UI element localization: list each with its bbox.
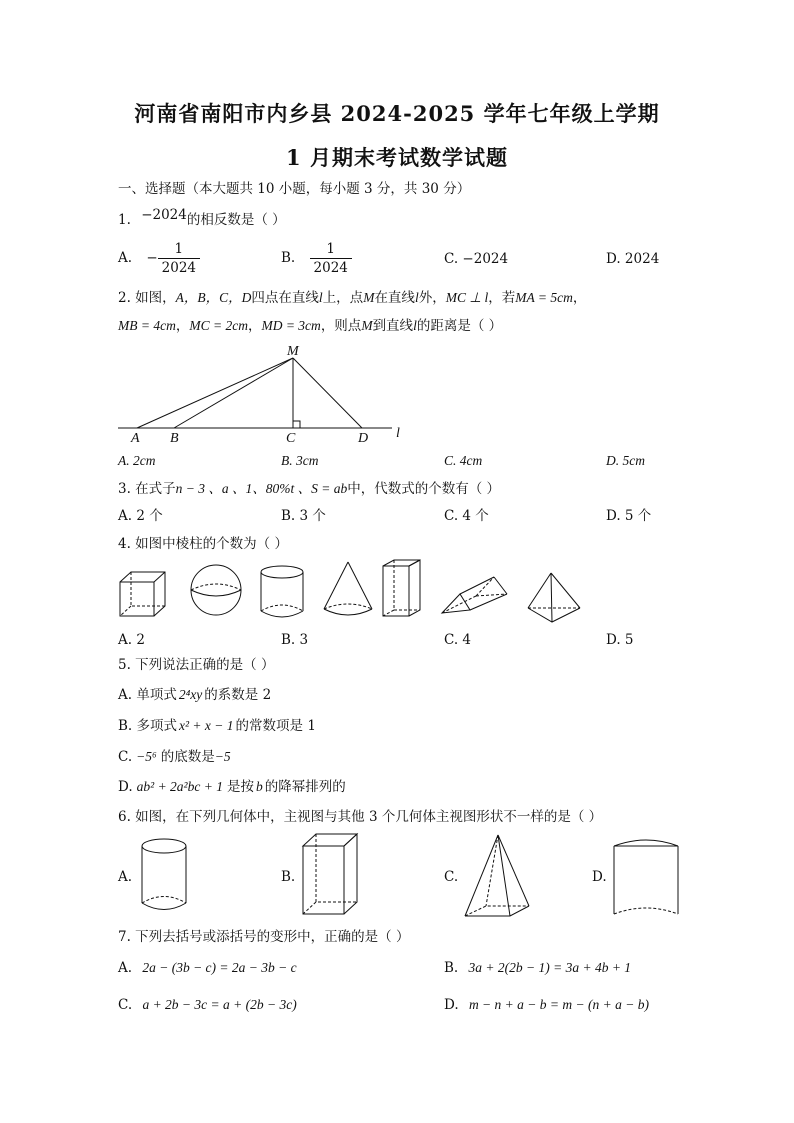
q6-option-c-pyramid bbox=[465, 835, 529, 916]
q5-c-val: −5 bbox=[214, 749, 231, 764]
q5-d-post: 是按 bbox=[226, 779, 254, 795]
q5-c-post: 的底数是 bbox=[160, 749, 215, 765]
q2-text-b: 四点在直线 bbox=[251, 290, 319, 306]
q2-point-m: M bbox=[363, 290, 375, 305]
q7-d-label: D. bbox=[444, 997, 459, 1013]
q2-label-b: B bbox=[170, 431, 179, 446]
q7-b-expr: 3a + 2(2b − 1) = 3a + 4b + 1 bbox=[468, 960, 632, 975]
q3-expressions: n − 3 、a 、1、80%t 、S = ab bbox=[175, 481, 348, 496]
q2-text-f: ，若 bbox=[488, 290, 516, 306]
q6-option-b-prism bbox=[303, 834, 357, 914]
question-5: 5. 下列说法正确的是（ ） bbox=[118, 657, 275, 673]
q2-line-l-2: l bbox=[414, 290, 419, 305]
question-4: 4. 如图中棱柱的个数为（ ） bbox=[118, 536, 288, 552]
q4-option-c: C. 4 bbox=[444, 632, 472, 648]
q7-b-label: B. bbox=[444, 960, 459, 976]
q5-d-pre: D. bbox=[118, 779, 133, 795]
q2-option-d: D. 5cm bbox=[606, 453, 645, 468]
q2-option-c: C. 4cm bbox=[444, 453, 483, 468]
q1-option-d: D. 2024 bbox=[606, 251, 660, 267]
q6-option-a-label: A. bbox=[118, 869, 133, 885]
exam-title-line-1: 河南省南阳市内乡县 2024-2025 学年七年级上学期 bbox=[134, 101, 660, 126]
q6-option-d-label: D. bbox=[592, 869, 607, 885]
q4-option-b: B. 3 bbox=[281, 632, 309, 648]
q1-option-a-numerator: 1 bbox=[174, 241, 184, 257]
q2-option-b: B. 3cm bbox=[281, 453, 319, 468]
q3-text-a: 3. 在式子 bbox=[118, 481, 176, 497]
q3-option-d: D. 5 个 bbox=[606, 508, 652, 524]
q1-option-b-denominator: 2024 bbox=[310, 258, 352, 277]
q2-comma-1: ， bbox=[572, 290, 587, 306]
q3-option-c: C. 4 个 bbox=[444, 508, 489, 524]
q6-option-d-half-cylinder bbox=[614, 840, 678, 914]
q2-label-m: M bbox=[287, 344, 299, 359]
q1-expression: −2024 bbox=[141, 207, 187, 223]
q6-option-b-label: B. bbox=[281, 869, 296, 885]
q2-label-a: A bbox=[131, 431, 140, 446]
q3-option-a: A. 2 个 bbox=[118, 508, 163, 524]
q5-a-pre: A. 单项式 bbox=[118, 687, 177, 703]
q5-b-expr: x² + x − 1 bbox=[179, 718, 234, 733]
q1-text: 的相反数是（ ） bbox=[186, 212, 286, 228]
q3-option-b: B. 3 个 bbox=[281, 508, 326, 524]
q2-text-i: 的距离是（ ） bbox=[416, 318, 503, 334]
q5-b-post: 的常数项是 1 bbox=[235, 718, 316, 734]
q1-option-a-denominator: 2024 bbox=[158, 258, 200, 277]
q7-option-a bbox=[118, 959, 297, 977]
q2-point-m-2: M bbox=[361, 318, 373, 333]
q4-option-a: A. 2 bbox=[118, 632, 145, 648]
q2-label-d: D bbox=[358, 431, 369, 446]
q5-a-expr: 2⁴xy bbox=[178, 687, 203, 702]
q2-mc: MC = 2cm bbox=[189, 318, 248, 333]
q2-mb: MB = 4cm bbox=[118, 318, 176, 333]
q6-option-c-label: C. bbox=[444, 869, 459, 885]
q7-option-b bbox=[444, 959, 631, 977]
q2-text-h: 到直线 bbox=[372, 318, 414, 334]
q1-option-b-numerator: 1 bbox=[326, 241, 335, 257]
q5-a-post: 的系数是 2 bbox=[204, 687, 272, 703]
q7-option-d bbox=[444, 996, 649, 1014]
q3-text-b: 中，代数式的个数有（ ） bbox=[347, 481, 501, 497]
q7-d-expr: m − n + a − b = m − (n + a − b) bbox=[468, 997, 649, 1012]
q6-option-a-cylinder bbox=[142, 839, 186, 910]
q7-c-label: C. bbox=[118, 997, 133, 1013]
q5-d-b: b bbox=[255, 779, 263, 794]
q2-comma-2: ， bbox=[175, 318, 190, 334]
q1-number: 1. bbox=[118, 212, 131, 228]
exam-title-line-2: 1 月期末考试数学试题 bbox=[286, 145, 508, 170]
q2-md: MD = 3cm bbox=[261, 318, 321, 333]
q1-option-a-sign: − bbox=[146, 250, 158, 266]
q2-text-e: 外， bbox=[418, 290, 446, 306]
q7-option-c bbox=[118, 996, 297, 1014]
q2-option-a: A. 2cm bbox=[118, 453, 156, 468]
q2-comma-3: ， bbox=[247, 318, 262, 334]
q5-c-pre: C. bbox=[118, 749, 133, 765]
q2-label-c: C bbox=[286, 431, 296, 446]
q2-line-l: l bbox=[318, 290, 323, 305]
q2-label-l: l bbox=[396, 426, 400, 441]
q5-d-post2: 的降幂排列的 bbox=[264, 779, 346, 795]
q2-text-a: 2. 如图， bbox=[118, 290, 176, 306]
q5-b-pre: B. 多项式 bbox=[118, 718, 178, 734]
q7-c-expr: a + 2b − 3c = a + (2b − 3c) bbox=[142, 997, 297, 1012]
question-6: 6. 如图，在下列几何体中，主视图与其他 3 个几何体主视图形状不一样的是（ ） bbox=[118, 809, 603, 825]
q2-mc-perp: MC ⊥ l bbox=[445, 290, 489, 305]
section-heading: 一、选择题（本大题共 10 小题，每小题 3 分，共 30 分） bbox=[118, 181, 471, 197]
q4-option-d: D. 5 bbox=[606, 632, 634, 648]
q5-c-expr: −5⁶ bbox=[136, 749, 157, 764]
q5-d-expr: ab² + 2a²bc + 1 bbox=[136, 779, 223, 794]
q2-text-c: 上，点 bbox=[322, 290, 364, 306]
q7-a-label: A. bbox=[118, 960, 133, 976]
q2-ma: MA = 5cm bbox=[515, 290, 573, 305]
question-7: 7. 下列去括号或添括号的变形中，正确的是（ ） bbox=[118, 929, 410, 945]
q2-text-d: 在直线 bbox=[374, 290, 415, 306]
q2-text-g: ，则点 bbox=[320, 318, 362, 334]
q1-option-a-label: A. bbox=[118, 250, 133, 266]
q7-a-expr: 2a − (3b − c) = 2a − 3b − c bbox=[142, 960, 297, 975]
q2-line-l-3: l bbox=[413, 318, 417, 333]
q2-points: A，B，C，D bbox=[175, 290, 252, 305]
q1-option-b-label: B. bbox=[281, 250, 296, 266]
q1-option-c: C. −2024 bbox=[444, 251, 509, 267]
